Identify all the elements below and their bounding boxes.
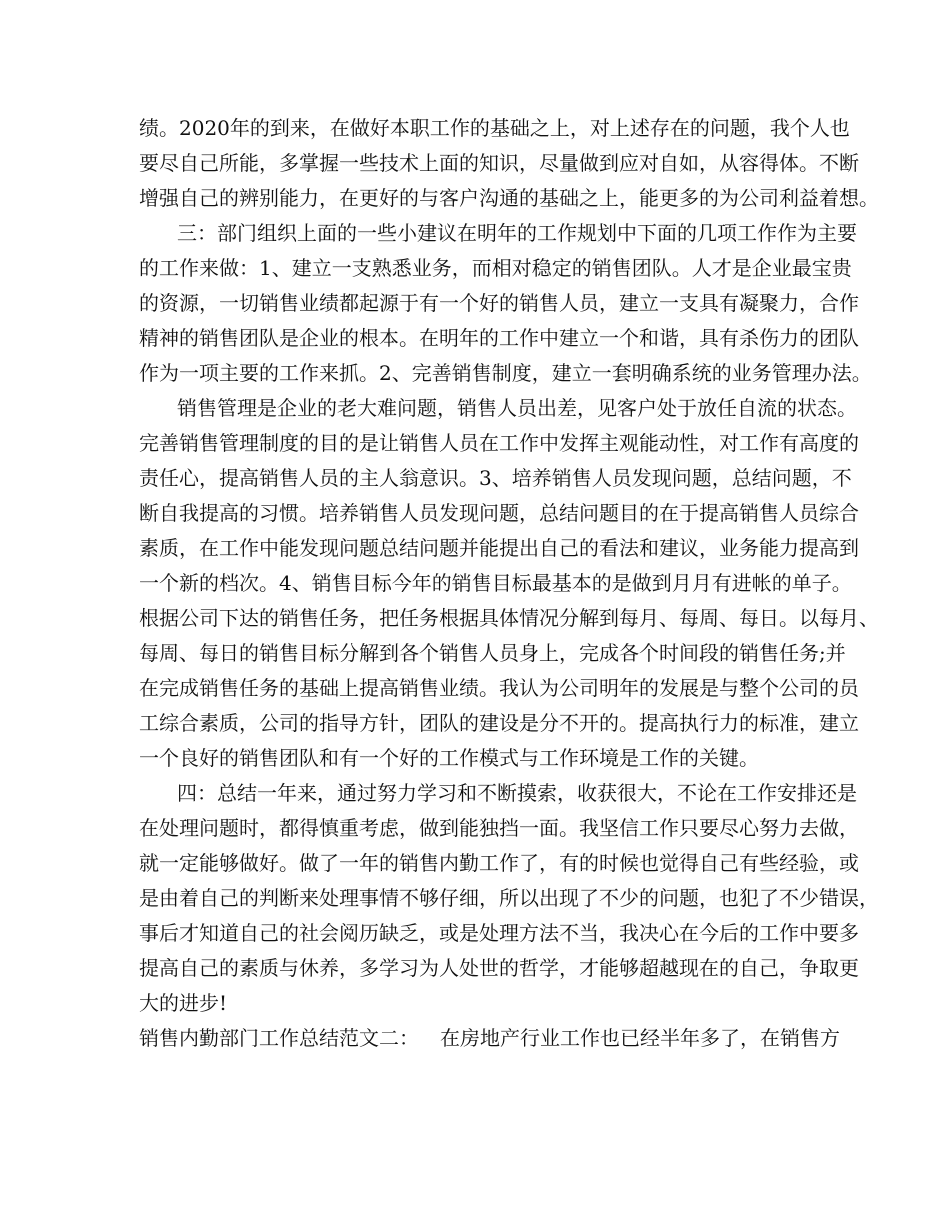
text-line-14: 一个新的档次。4、销售目标今年的销售目标最基本的是做到月月有进帐的单子。 — [139, 571, 852, 595]
text-line-25: 提高自己的素质与休养，多学习为人处世的哲学，才能够超越现在的自己，争取更 — [139, 956, 859, 980]
text-line-13: 素质，在工作中能发现问题总结问题并能提出自己的看法和建议，业务能力提高到 — [139, 536, 859, 560]
text-line-6: 的资源，一切销售业绩都起源于有一个好的销售人员，建立一支具有凝聚力，合作 — [139, 291, 859, 315]
text-line-3: 增强自己的辨别能力，在更好的与客户沟通的基础之上，能更多的为公司利益着想。 — [139, 186, 879, 210]
text-line-10: 完善销售管理制度的目的是让销售人员在工作中发挥主观能动性，对工作有高度的 — [139, 431, 859, 455]
text-line-24: 事后才知道自己的社会阅历缺乏，或是处理方法不当，我决心在今后的工作中要多 — [139, 921, 859, 945]
text-line-20: 四：总结一年来，通过努力学习和不断摸索，收获很大，不论在工作安排还是 — [177, 781, 857, 805]
text-line-1: 绩。2020年的到来，在做好本职工作的基础之上，对上述存在的问题，我个人也 — [139, 116, 850, 140]
text-line-22: 就一定能够做好。做了一年的销售内勤工作了，有的时候也觉得自己有些经验，或 — [139, 851, 859, 875]
text-line-2: 要尽自己所能，多掌握一些技术上面的知识，尽量做到应对自如，从容得体。不断 — [139, 151, 859, 175]
section-heading: 销售内勤部门工作总结范文二： — [139, 1026, 419, 1050]
text-line-26: 大的进步! — [139, 991, 228, 1015]
text-line-18: 工综合素质，公司的指导方针，团队的建设是分不开的。提高执行力的标准，建立 — [139, 711, 859, 735]
text-line-12: 断自我提高的习惯。培养销售人员发现问题，总结问题目的在于提高销售人员综合 — [139, 501, 859, 525]
text-line-5: 的工作来做：1、建立一支熟悉业务，而相对稳定的销售团队。人才是企业最宝贵 — [139, 256, 852, 280]
text-line-11: 责任心，提高销售人员的主人翁意识。3、培养销售人员发现问题，总结问题，不 — [139, 466, 852, 490]
section-heading-continuation: 在房地产行业工作也已经半年多了，在销售方 — [440, 1026, 840, 1050]
text-line-4: 三：部门组织上面的一些小建议在明年的工作规划中下面的几项工作作为主要 — [177, 221, 857, 245]
text-line-16: 每周、每日的销售目标分解到各个销售人员身上，完成各个时间段的销售任务;并 — [139, 641, 846, 665]
text-line-21: 在处理问题时，都得慎重考虑，做到能独挡一面。我坚信工作只要尽心努力去做， — [139, 816, 859, 840]
text-line-17: 在完成销售任务的基础上提高销售业绩。我认为公司明年的发展是与整个公司的员 — [139, 676, 859, 700]
text-line-23: 是由着自己的判断来处理事情不够仔细，所以出现了不少的问题，也犯了不少错误， — [139, 886, 879, 910]
text-line-15: 根据公司下达的销售任务，把任务根据具体情况分解到每月、每周、每日。以每月、 — [139, 606, 879, 630]
text-line-7: 精神的销售团队是企业的根本。在明年的工作中建立一个和谐，具有杀伤力的团队 — [139, 326, 859, 350]
text-line-9: 销售管理是企业的老大难问题，销售人员出差，见客户处于放任自流的状态。 — [177, 396, 857, 420]
text-line-8: 作为一项主要的工作来抓。2、完善销售制度，建立一套明确系统的业务管理办法。 — [139, 361, 872, 385]
text-line-19: 一个良好的销售团队和有一个好的工作模式与工作环境是工作的关键。 — [139, 746, 759, 770]
